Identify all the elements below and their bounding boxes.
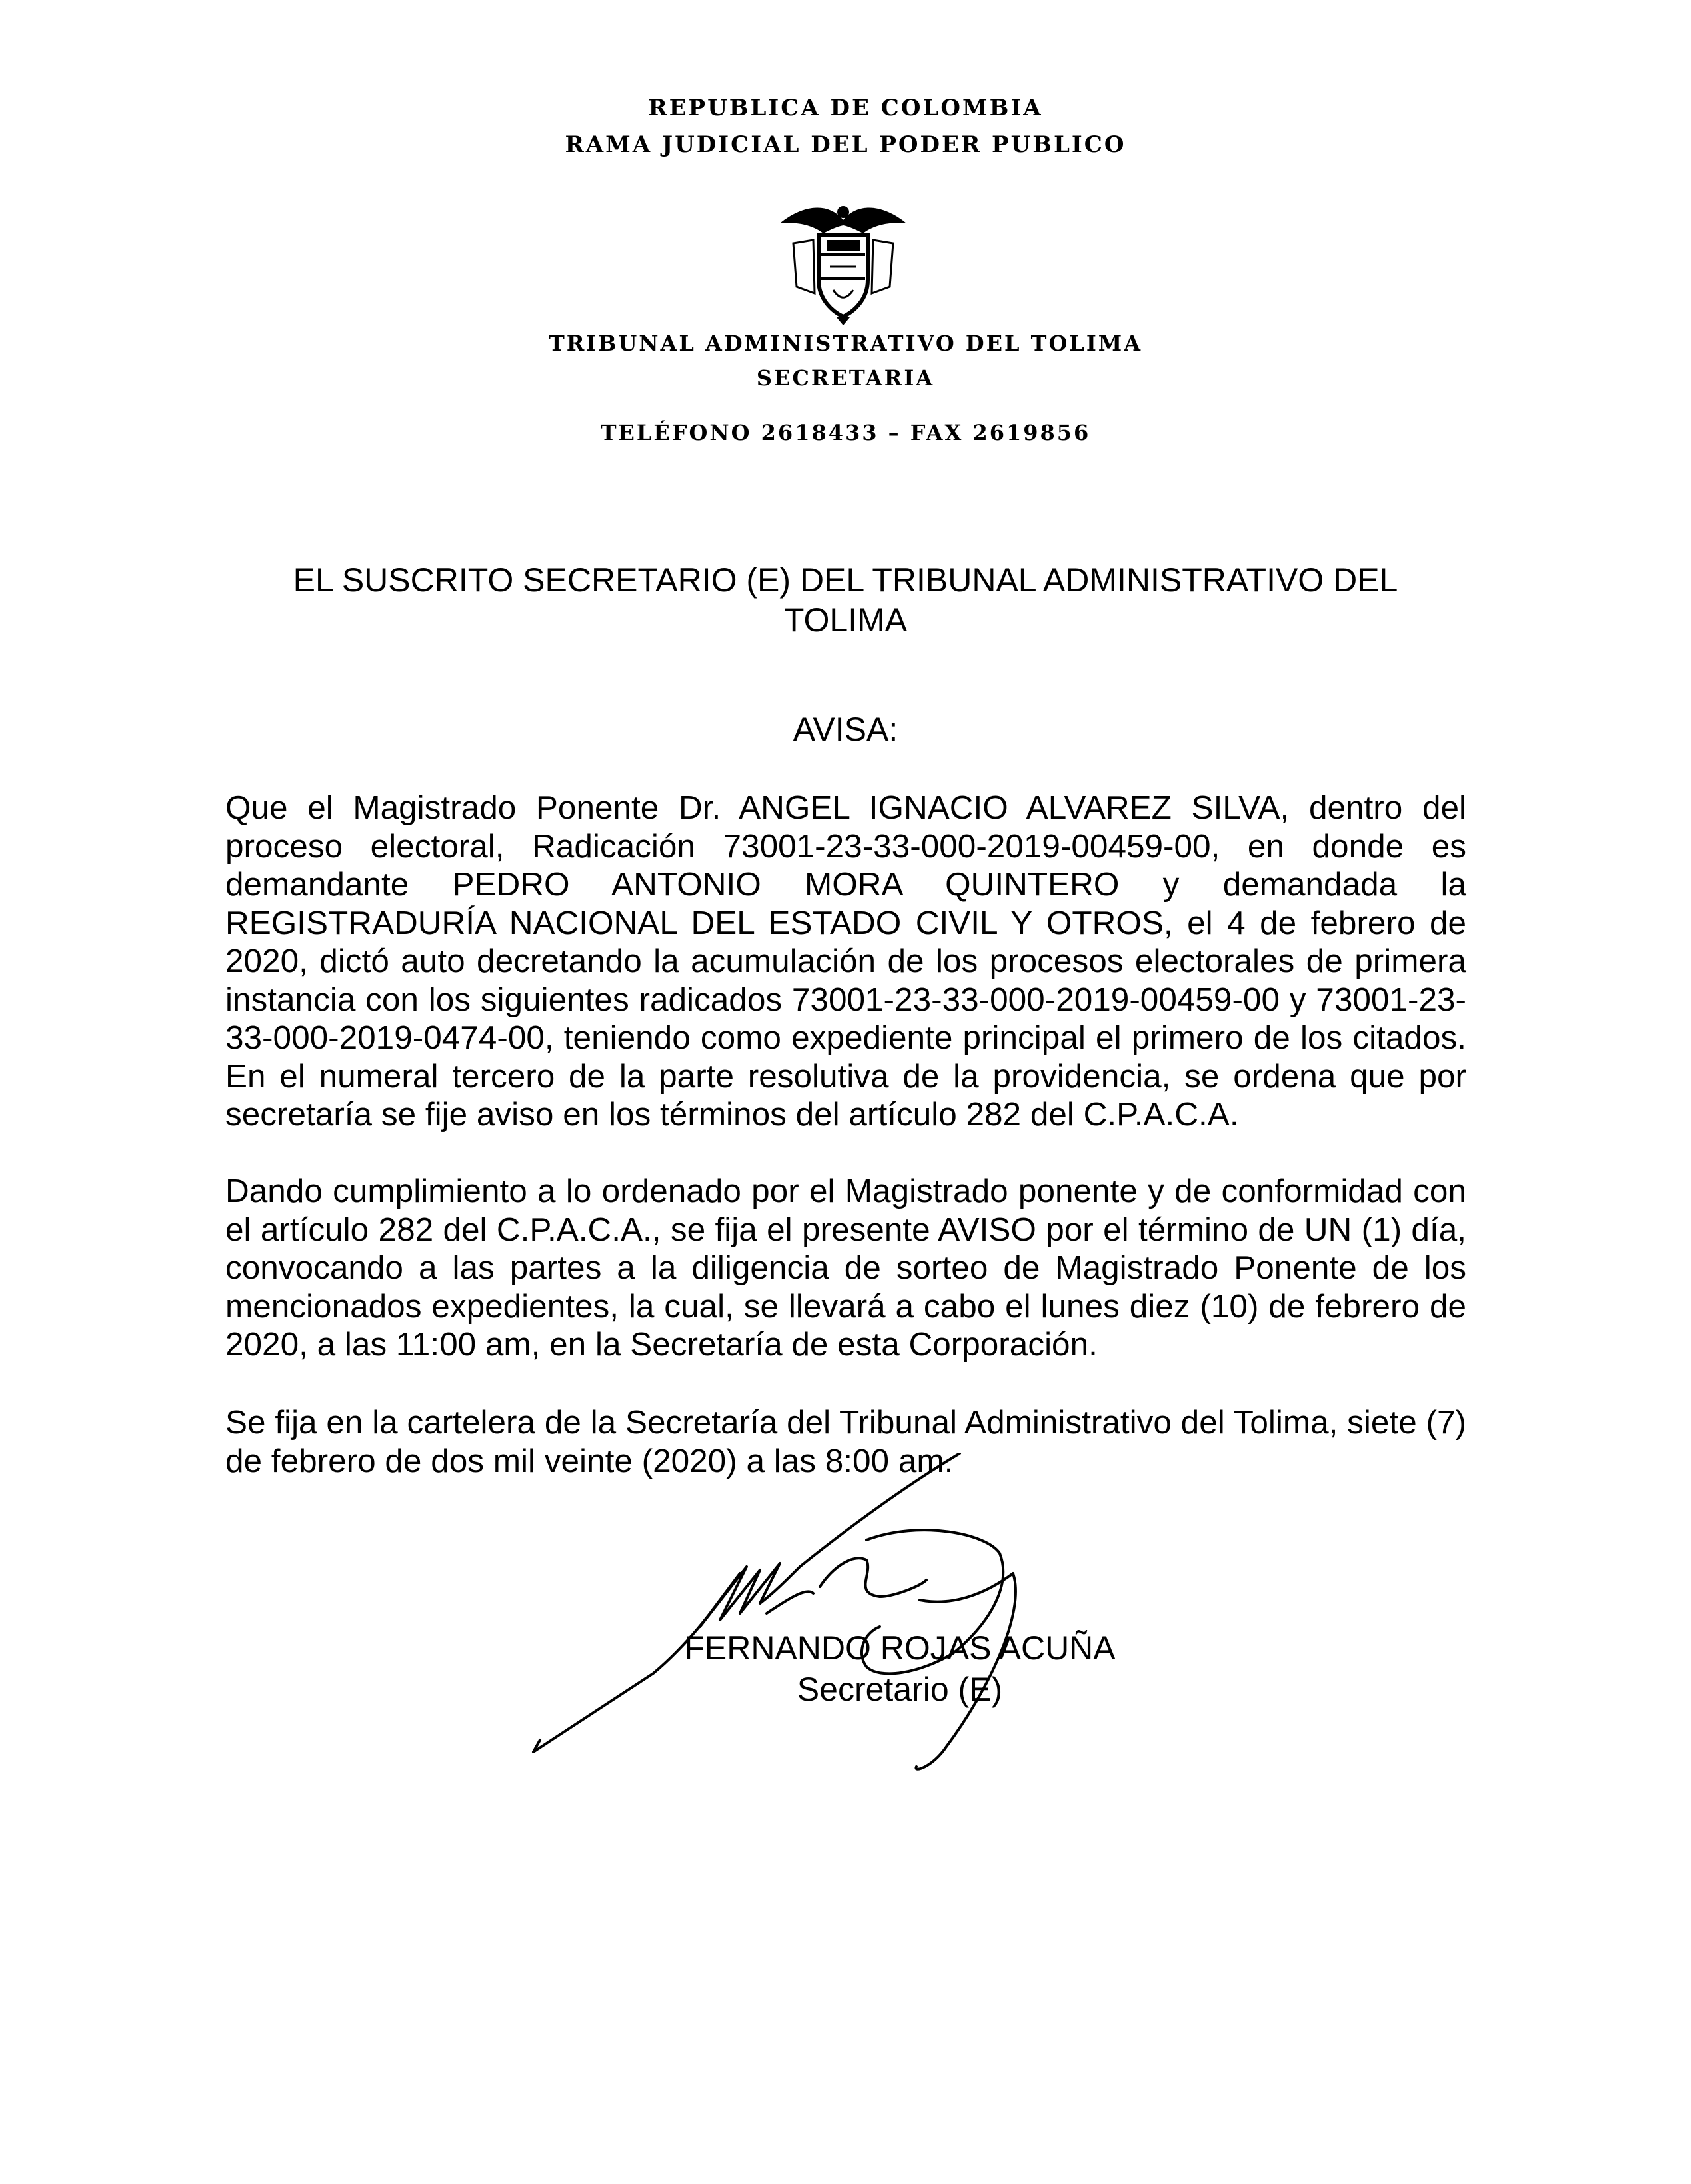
- notice-heading: AVISA:: [793, 711, 898, 748]
- paragraph-compliance: Dando cumplimiento a lo ordenado por el Magistrado ponente y de conformidad con el artículo 282 del C.P.A.C.A., se fija el presente AVISO por el término de UN (1) día, convocando a las partes a la diligencia de sorteo de Magistrado Ponente de los mencionados expedientes, la cual, se llevará a cabo el lunes diez (10) de febrero de 2020, a las 11:00 am, en la Secretaría de esta Corporación.: [225, 1173, 1466, 1363]
- paragraph-order: Que el Magistrado Ponente Dr. ANGEL IGNACIO ALVAREZ SILVA, dentro del proceso electoral, Radicación 73001-23-33-000-2019-00459-00, en donde es demandante PEDRO ANTONIO MORA QUINTERO y demandada la REGISTRADURÍA NACIONAL DEL ESTADO CIVIL Y OTROS, el 4 de febrero de 2020, dictó auto decretando la acumulación de los procesos electorales de primera instancia con los siguientes radicados 73001-23-33-000-2019-00459-00 y 73001-23-33-000-2019-0474-00, teniendo como expediente principal el primero de los citados. En el numeral tercero de la parte resolutiva de la providencia, se ordena que por secretaría se fije aviso en los términos del artículo 282 del C.P.A.C.A.: [225, 789, 1466, 1133]
- paragraph-posting: Se fija en la cartelera de la Secretaría del Tribunal Administrativo del Tolima, siete (7) de febrero de dos mil veinte (2020) a las 8:00 am.: [225, 1404, 1466, 1479]
- letterhead-office: SECRETARIA: [756, 365, 935, 391]
- document-title-line2: TOLIMA: [783, 601, 908, 639]
- letterhead-tribunal: TRIBUNAL ADMINISTRATIVO DEL TOLIMA: [548, 331, 1143, 356]
- signatory-name: FERNANDO ROJAS ACUÑA: [684, 1629, 1116, 1667]
- letterhead-branch: RAMA JUDICIAL DEL PODER PUBLICO: [565, 131, 1126, 158]
- letterhead-contact: TELÉFONO 2618433 – FAX 2619856: [600, 420, 1091, 445]
- coat-of-arms-icon: [767, 193, 920, 327]
- document-title-line1: EL SUSCRITO SECRETARIO (E) DEL TRIBUNAL ADMINISTRATIVO DEL: [293, 561, 1398, 599]
- letterhead-country: REPUBLICA DE COLOMBIA: [648, 95, 1043, 121]
- handwritten-signature: [520, 1453, 1120, 1887]
- signatory-role: Secretario (E): [797, 1671, 1003, 1708]
